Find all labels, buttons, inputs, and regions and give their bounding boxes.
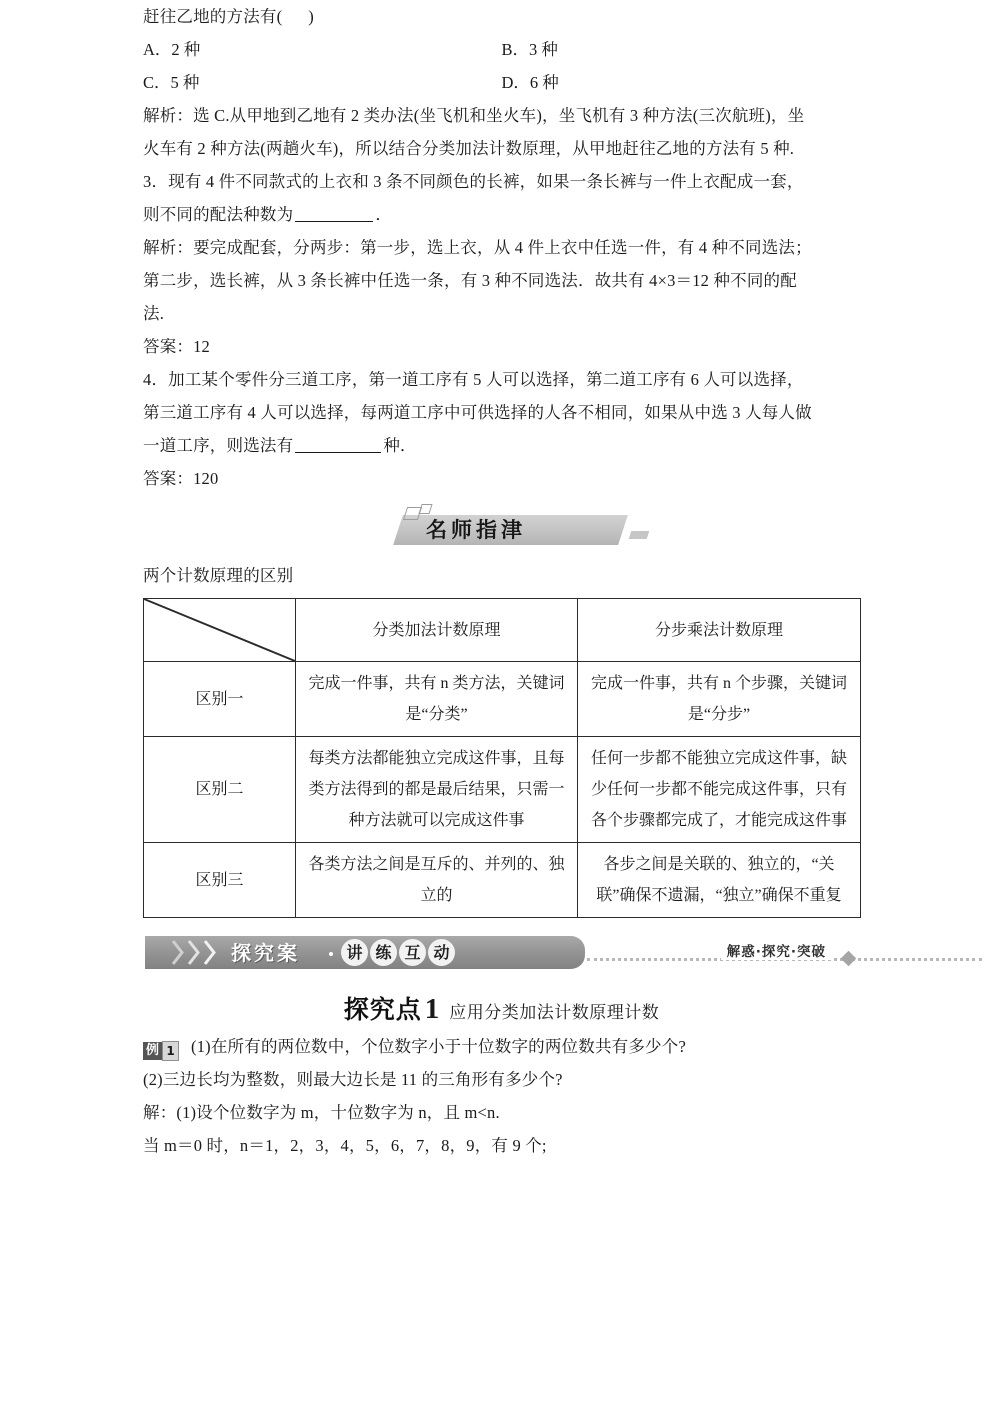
table-row bbox=[144, 737, 861, 843]
banner-diamond-icon bbox=[841, 951, 857, 967]
banner-right-tagline: 解惑·探究·突破 bbox=[721, 940, 832, 960]
explore-point-subtitle: 应用分类加法计数原理计数 bbox=[449, 1003, 660, 1022]
example-badge-char: 例 bbox=[143, 1042, 162, 1060]
page-content bbox=[143, 0, 860, 1162]
example-1-question-1: (1)在所有的两位数中，个位数字小于十位数字的两位数共有多少个? bbox=[191, 1037, 686, 1056]
tanjiuan-banner-pills bbox=[341, 939, 455, 966]
question-3-stem-line-1: 3．现有 4 件不同款式的上衣和 3 条不同颜色的长裤，如果一条长裤与一件上衣配成一套， bbox=[143, 172, 804, 191]
banner-pill-2: 练 bbox=[370, 939, 397, 966]
row-2-addition: 每类方法都能独立完成这件事，且每类方法得到的都是最后结果，只需一种方法就可以完成这件事 bbox=[296, 737, 578, 843]
table-header-multiplication: 分步乘法计数原理 bbox=[578, 599, 861, 662]
diagonal-line-icon bbox=[144, 599, 295, 661]
example-1-question-2: (2)三边长均为整数，则最大边长是 11 的三角形有多少个? bbox=[143, 1070, 563, 1089]
question-4-stem-tail: 种． bbox=[383, 436, 417, 455]
explore-point-title: 探究点 bbox=[343, 995, 422, 1024]
question-3-stem-line-2-text: 则不同的配法种数为 bbox=[143, 205, 294, 224]
question-2-stem-tail: 赶往乙地的方法有( ) bbox=[143, 7, 314, 26]
question-2-options-row-1 bbox=[143, 33, 860, 66]
question-3-stem-tail: ． bbox=[375, 205, 393, 224]
option-d[interactable]: D．6 种 bbox=[501, 73, 559, 92]
banner-separator-dot-icon bbox=[329, 952, 333, 956]
mingshi-zhijin-banner bbox=[143, 511, 860, 557]
question-2-analysis-line-2: 火车有 2 种方法(两趟火车)，所以结合分类加法计数原理，从甲地赶往乙地的方法有 5 种. bbox=[143, 139, 795, 158]
table-corner-cell bbox=[144, 599, 296, 662]
tanjiuan-banner-title: 探究案 bbox=[231, 941, 300, 965]
example-1-solution-line-2: 当 m＝0 时，n＝1，2，3，4，5，6，7，8，9，有 9 个; bbox=[143, 1136, 547, 1155]
question-4-answer: 答案：120 bbox=[143, 469, 219, 488]
example-1-solution-line-1: 解：(1)设个位数字为 m，十位数字为 n，且 m<n. bbox=[143, 1103, 500, 1122]
question-3-analysis-line-2: 第二步，选长裤，从 3 条长裤中任选一条，有 3 种不同选法．故共有 4×3＝12 种不同的配 bbox=[143, 271, 797, 290]
question-4-stem-line-1: 4．加工某个零件分三道工序，第一道工序有 5 人可以选择，第二道工序有 6 人可以选择， bbox=[143, 370, 804, 389]
compare-table bbox=[143, 598, 861, 918]
question-2-options-row-2 bbox=[143, 66, 860, 99]
example-badge bbox=[143, 1041, 179, 1061]
row-3-addition: 各类方法之间是互斥的、并列的、独立的 bbox=[296, 843, 578, 918]
question-4-stem-line-3-text: 一道工序，则选法有 bbox=[143, 436, 294, 455]
explore-point-number: 1 bbox=[424, 993, 440, 1025]
option-b[interactable]: B．3 种 bbox=[501, 40, 558, 59]
question-3-stem-line-2 bbox=[143, 198, 860, 231]
banner-pill-4: 动 bbox=[428, 939, 455, 966]
option-c[interactable]: C．5 种 bbox=[143, 73, 200, 92]
table-row bbox=[144, 843, 861, 918]
answer-blank-q4[interactable] bbox=[295, 436, 381, 453]
table-header-addition: 分类加法计数原理 bbox=[296, 599, 578, 662]
table-row bbox=[144, 662, 861, 737]
option-a[interactable]: A．2 种 bbox=[143, 40, 201, 59]
chevron-right-icon bbox=[203, 939, 217, 966]
row-label-1: 区别一 bbox=[144, 662, 296, 737]
table-header-row bbox=[144, 599, 861, 662]
example-1-row bbox=[143, 1030, 860, 1063]
example-badge-number: 1 bbox=[162, 1041, 179, 1061]
answer-blank-q3[interactable] bbox=[295, 205, 373, 222]
explore-point-heading bbox=[143, 990, 860, 1026]
banner-pill-3: 互 bbox=[399, 939, 426, 966]
tanjiuan-section-banner bbox=[143, 932, 860, 976]
row-2-multiplication: 任何一步都不能独立完成这件事，缺少任何一步都不能完成这件事，只有各个步骤都完成了，才能完成这件事 bbox=[578, 737, 861, 843]
row-label-2: 区别二 bbox=[144, 737, 296, 843]
question-3-analysis-line-3: 法. bbox=[143, 304, 165, 323]
mingshi-banner-title: 名师指津 bbox=[426, 518, 526, 542]
question-4-stem-line-3 bbox=[143, 429, 860, 462]
question-4-stem-line-2: 第三道工序有 4 人可以选择，每两道工序中可供选择的人各不相同，如果从中选 3 人每人做 bbox=[143, 403, 812, 422]
row-3-multiplication: 各步之间是关联的、独立的，“关联”确保不遗漏，“独立”确保不重复 bbox=[578, 843, 861, 918]
question-2-analysis-line-1: 解析：选 C.从甲地到乙地有 2 类办法(坐飞机和坐火车)，坐飞机有 3 种方法(三次航班)，坐 bbox=[143, 106, 805, 125]
compare-table-caption: 两个计数原理的区别 bbox=[143, 566, 294, 585]
row-1-multiplication: 完成一件事，共有 n 个步骤，关键词是“分步” bbox=[578, 662, 861, 737]
banner-decor-square-small-icon bbox=[418, 504, 432, 514]
question-3-analysis-line-1: 解析：要完成配套，分两步：第一步，选上衣，从 4 件上衣中任选一件，有 4 种不同选法； bbox=[143, 238, 812, 257]
row-1-addition: 完成一件事，共有 n 类方法，关键词是“分类” bbox=[296, 662, 578, 737]
banner-pill-1: 讲 bbox=[341, 939, 368, 966]
chevron-right-icon bbox=[187, 939, 201, 966]
banner-tail-icon bbox=[629, 531, 650, 539]
question-3-answer: 答案：12 bbox=[143, 337, 210, 356]
row-label-3: 区别三 bbox=[144, 843, 296, 918]
chevron-right-icon bbox=[171, 939, 185, 966]
